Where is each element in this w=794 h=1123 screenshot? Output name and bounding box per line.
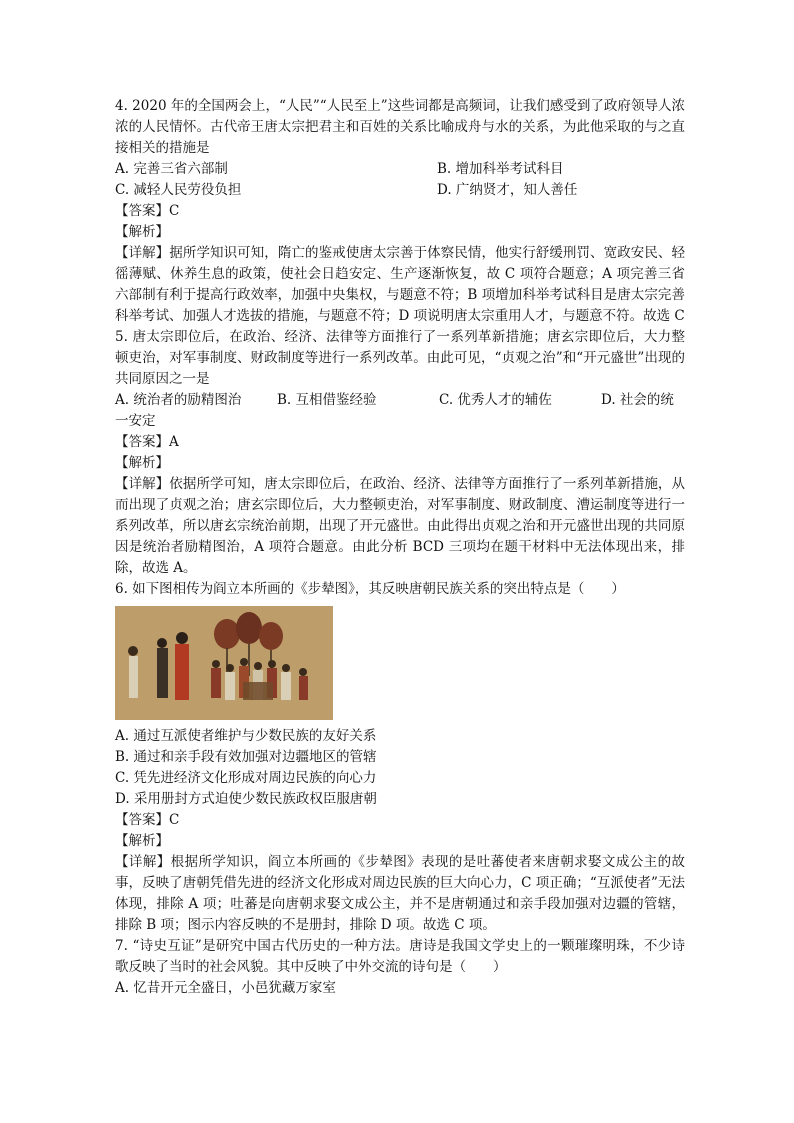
question-6-option-b: B. 通过和亲手段有效加强对边疆地区的管辖 bbox=[115, 749, 377, 765]
question-5-option-d: D. 社会的统 bbox=[601, 392, 674, 408]
question-5-option-a: A. 统治者的励精图治 bbox=[115, 392, 242, 408]
question-7-stem: 7. “诗史互证”是研究中国古代历史的一种方法。唐诗是我国文学史上的一颗璀璨明珠，不少诗歌反映了当时的社会风貌。其中反映了中外交流的诗句是（ ） bbox=[115, 938, 685, 975]
question-5-detail: 【详解】依据所学可知，唐太宗即位后，在政治、经济、法律等方面推行了一系列革新措施，从而出现了贞观之治；唐玄宗即位后，大力整顿吏治，对军事制度、财政制度、漕运制度等进行一系列改革，所以唐玄宗统治前期，出现了开元盛世。由此得出贞观之治和开元盛世出现的共同原因是统治者励精图治，A 项符合题意。由此分析 BCD 三项均在题干材料中无法体现出来，排除，故选 A。 bbox=[115, 476, 685, 576]
question-4-analysis-label: 【解析】 bbox=[115, 224, 169, 240]
question-6-answer: 【答案】C bbox=[115, 812, 180, 828]
question-4-options-row-2 bbox=[115, 180, 685, 201]
question-5-option-d-wrap: 一安定 bbox=[115, 413, 156, 429]
question-4-option-b: B. 增加科举考试科目 bbox=[437, 161, 564, 177]
question-6-detail: 【详解】根据所学知识，阎立本所画的《步辇图》表现的是吐蕃使者来唐朝求娶文成公主的故事，反映了唐朝凭借先进的经济文化形成对周边民族的巨大向心力，C 项正确；“互派使者”无法体现，排除 A 项；吐蕃是向唐朝求娶文成公主，并不是唐朝通过和亲手段加强对边疆的管辖，排除 B 项；图示内容反映的不是册封，排除 D 项。故选 C 项。 bbox=[115, 854, 685, 933]
question-4-detail: 【详解】据所学知识可知，隋亡的鉴戒使唐太宗善于体察民情，他实行舒缓刑罚、宽政安民、轻徭薄赋、休养生息的政策，使社会日趋安定、生产逐渐恢复，故 C 项符合题意；A 项完善三省六部制有利于提高行政效率，加强中央集权，与题意不符；B 项增加科举考试科目是唐太宗完善科举考试、加强人才选拔的措施，与题意不符；D 项说明唐太宗重用人才，与题意不符。故选 C bbox=[115, 245, 685, 324]
document-page bbox=[115, 96, 685, 999]
question-6-option-a: A. 通过互派使者维护与少数民族的友好关系 bbox=[115, 728, 377, 744]
question-4-options-row-1 bbox=[115, 159, 685, 180]
question-6-option-d: D. 采用册封方式迫使少数民族政权臣服唐朝 bbox=[115, 791, 377, 807]
question-4-answer: 【答案】C bbox=[115, 203, 180, 219]
question-4-stem: 4. 2020 年的全国两会上，“人民”“人民至上”这些词都是高频词，让我们感受到了政府领导人浓浓的人民情怀。古代帝王唐太宗把君主和百姓的关系比喻成舟与水的关系，为此他采取的与之直接相关的措施是 bbox=[115, 98, 685, 156]
question-6-option-c: C. 凭先进经济文化形成对周边民族的向心力 bbox=[115, 770, 377, 786]
question-6-stem: 6. 如下图相传为阎立本所画的《步辇图》，其反映唐朝民族关系的突出特点是（ ） bbox=[115, 581, 625, 597]
question-5-stem: 5. 唐太宗即位后，在政治、经济、法律等方面推行了一系列革新措施；唐玄宗即位后，大力整顿吏治，对军事制度、财政制度等进行一系列改革。由此可见，“贞观之治”和“开元盛世”出现的共同原因之一是 bbox=[115, 329, 685, 387]
question-5-answer: 【答案】A bbox=[115, 434, 179, 450]
question-4-option-d: D. 广纳贤才，知人善任 bbox=[437, 182, 578, 198]
question-7-option-a: A. 忆昔开元全盛日，小邑犹藏万家室 bbox=[115, 980, 336, 996]
question-5-analysis-label: 【解析】 bbox=[115, 455, 169, 471]
question-4-option-a: A. 完善三省六部制 bbox=[115, 161, 228, 177]
question-6-analysis-label: 【解析】 bbox=[115, 833, 169, 849]
question-5-option-b: B. 互相借鉴经验 bbox=[277, 392, 377, 408]
bunian-tu-painting-image bbox=[115, 606, 333, 720]
question-5-options-row bbox=[115, 390, 685, 411]
question-4-option-c: C. 减轻人民劳役负担 bbox=[115, 182, 242, 198]
question-5-option-c: C. 优秀人才的辅佐 bbox=[439, 392, 552, 408]
